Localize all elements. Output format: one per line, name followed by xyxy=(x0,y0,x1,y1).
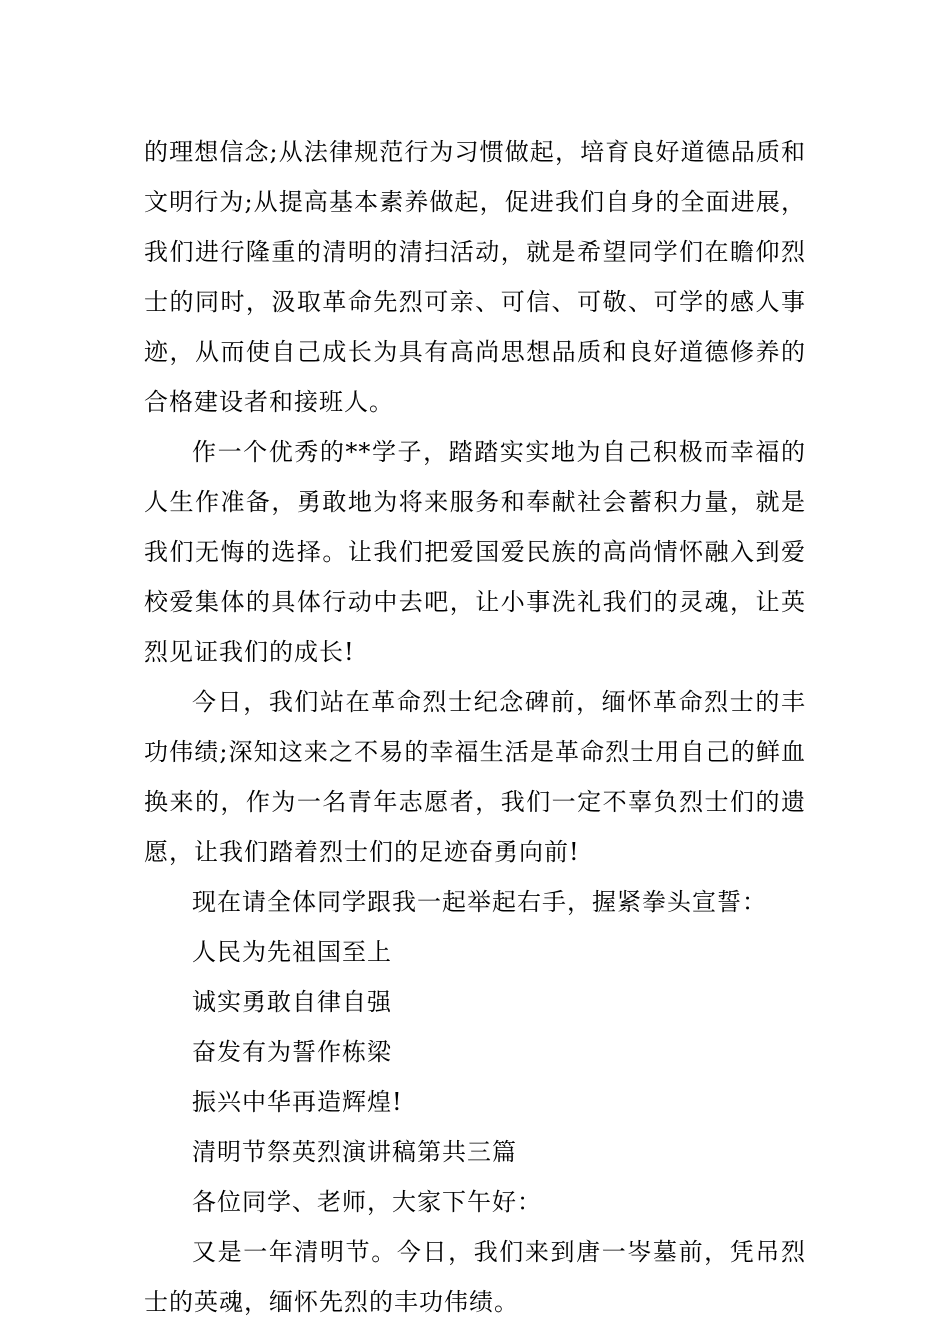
paragraph: 现在请全体同学跟我一起举起右手，握紧拳头宣誓： xyxy=(192,888,767,916)
section-title: 清明节祭英烈演讲稿第共三篇 xyxy=(192,1138,517,1166)
oath-line: 人民为先祖国至上 xyxy=(192,938,392,966)
oath-line: 奋发有为誓作栋梁 xyxy=(192,1038,392,1066)
paragraph: 今日，我们站在革命烈士纪念碑前，缅怀革命烈士的丰功伟绩;深知这来之不易的幸福生活是革命烈士用自己的鲜血换来的，作为一名青年志愿者，我们一定不辜负烈士们的遗愿，让我们踏着烈士们的足迹奋勇向前! xyxy=(144,688,806,866)
document-body xyxy=(144,127,806,1327)
paragraph: 作一个优秀的**学子，踏踏实实地为自己积极而幸福的人生作准备，勇敢地为将来服务和奉献社会蓄积力量，就是我们无悔的选择。让我们把爱国爱民族的高尚情怀融入到爱校爱集体的具体行动中去吧，让小事洗礼我们的灵魂，让英烈见证我们的成长! xyxy=(144,438,806,666)
paragraph: 又是一年清明节。今日，我们来到唐一岑墓前，凭吊烈士的英魂，缅怀先烈的丰功伟绩。 xyxy=(144,1238,806,1316)
oath-line: 诚实勇敢自律自强 xyxy=(192,988,392,1016)
greeting: 各位同学、老师，大家下午好： xyxy=(192,1188,542,1216)
oath-line: 振兴中华再造辉煌! xyxy=(192,1088,403,1116)
paragraph-continuation: 的理想信念;从法律规范行为习惯做起，培育良好道德品质和文明行为;从提高基本素养做起，促进我们自身的全面进展，我们进行隆重的清明的清扫活动，就是希望同学们在瞻仰烈士的同时，汲取革命先烈可亲、可信、可敬、可学的感人事迹，从而使自己成长为具有高尚思想品质和良好道德修养的合格建设者和接班人。 xyxy=(144,138,806,416)
